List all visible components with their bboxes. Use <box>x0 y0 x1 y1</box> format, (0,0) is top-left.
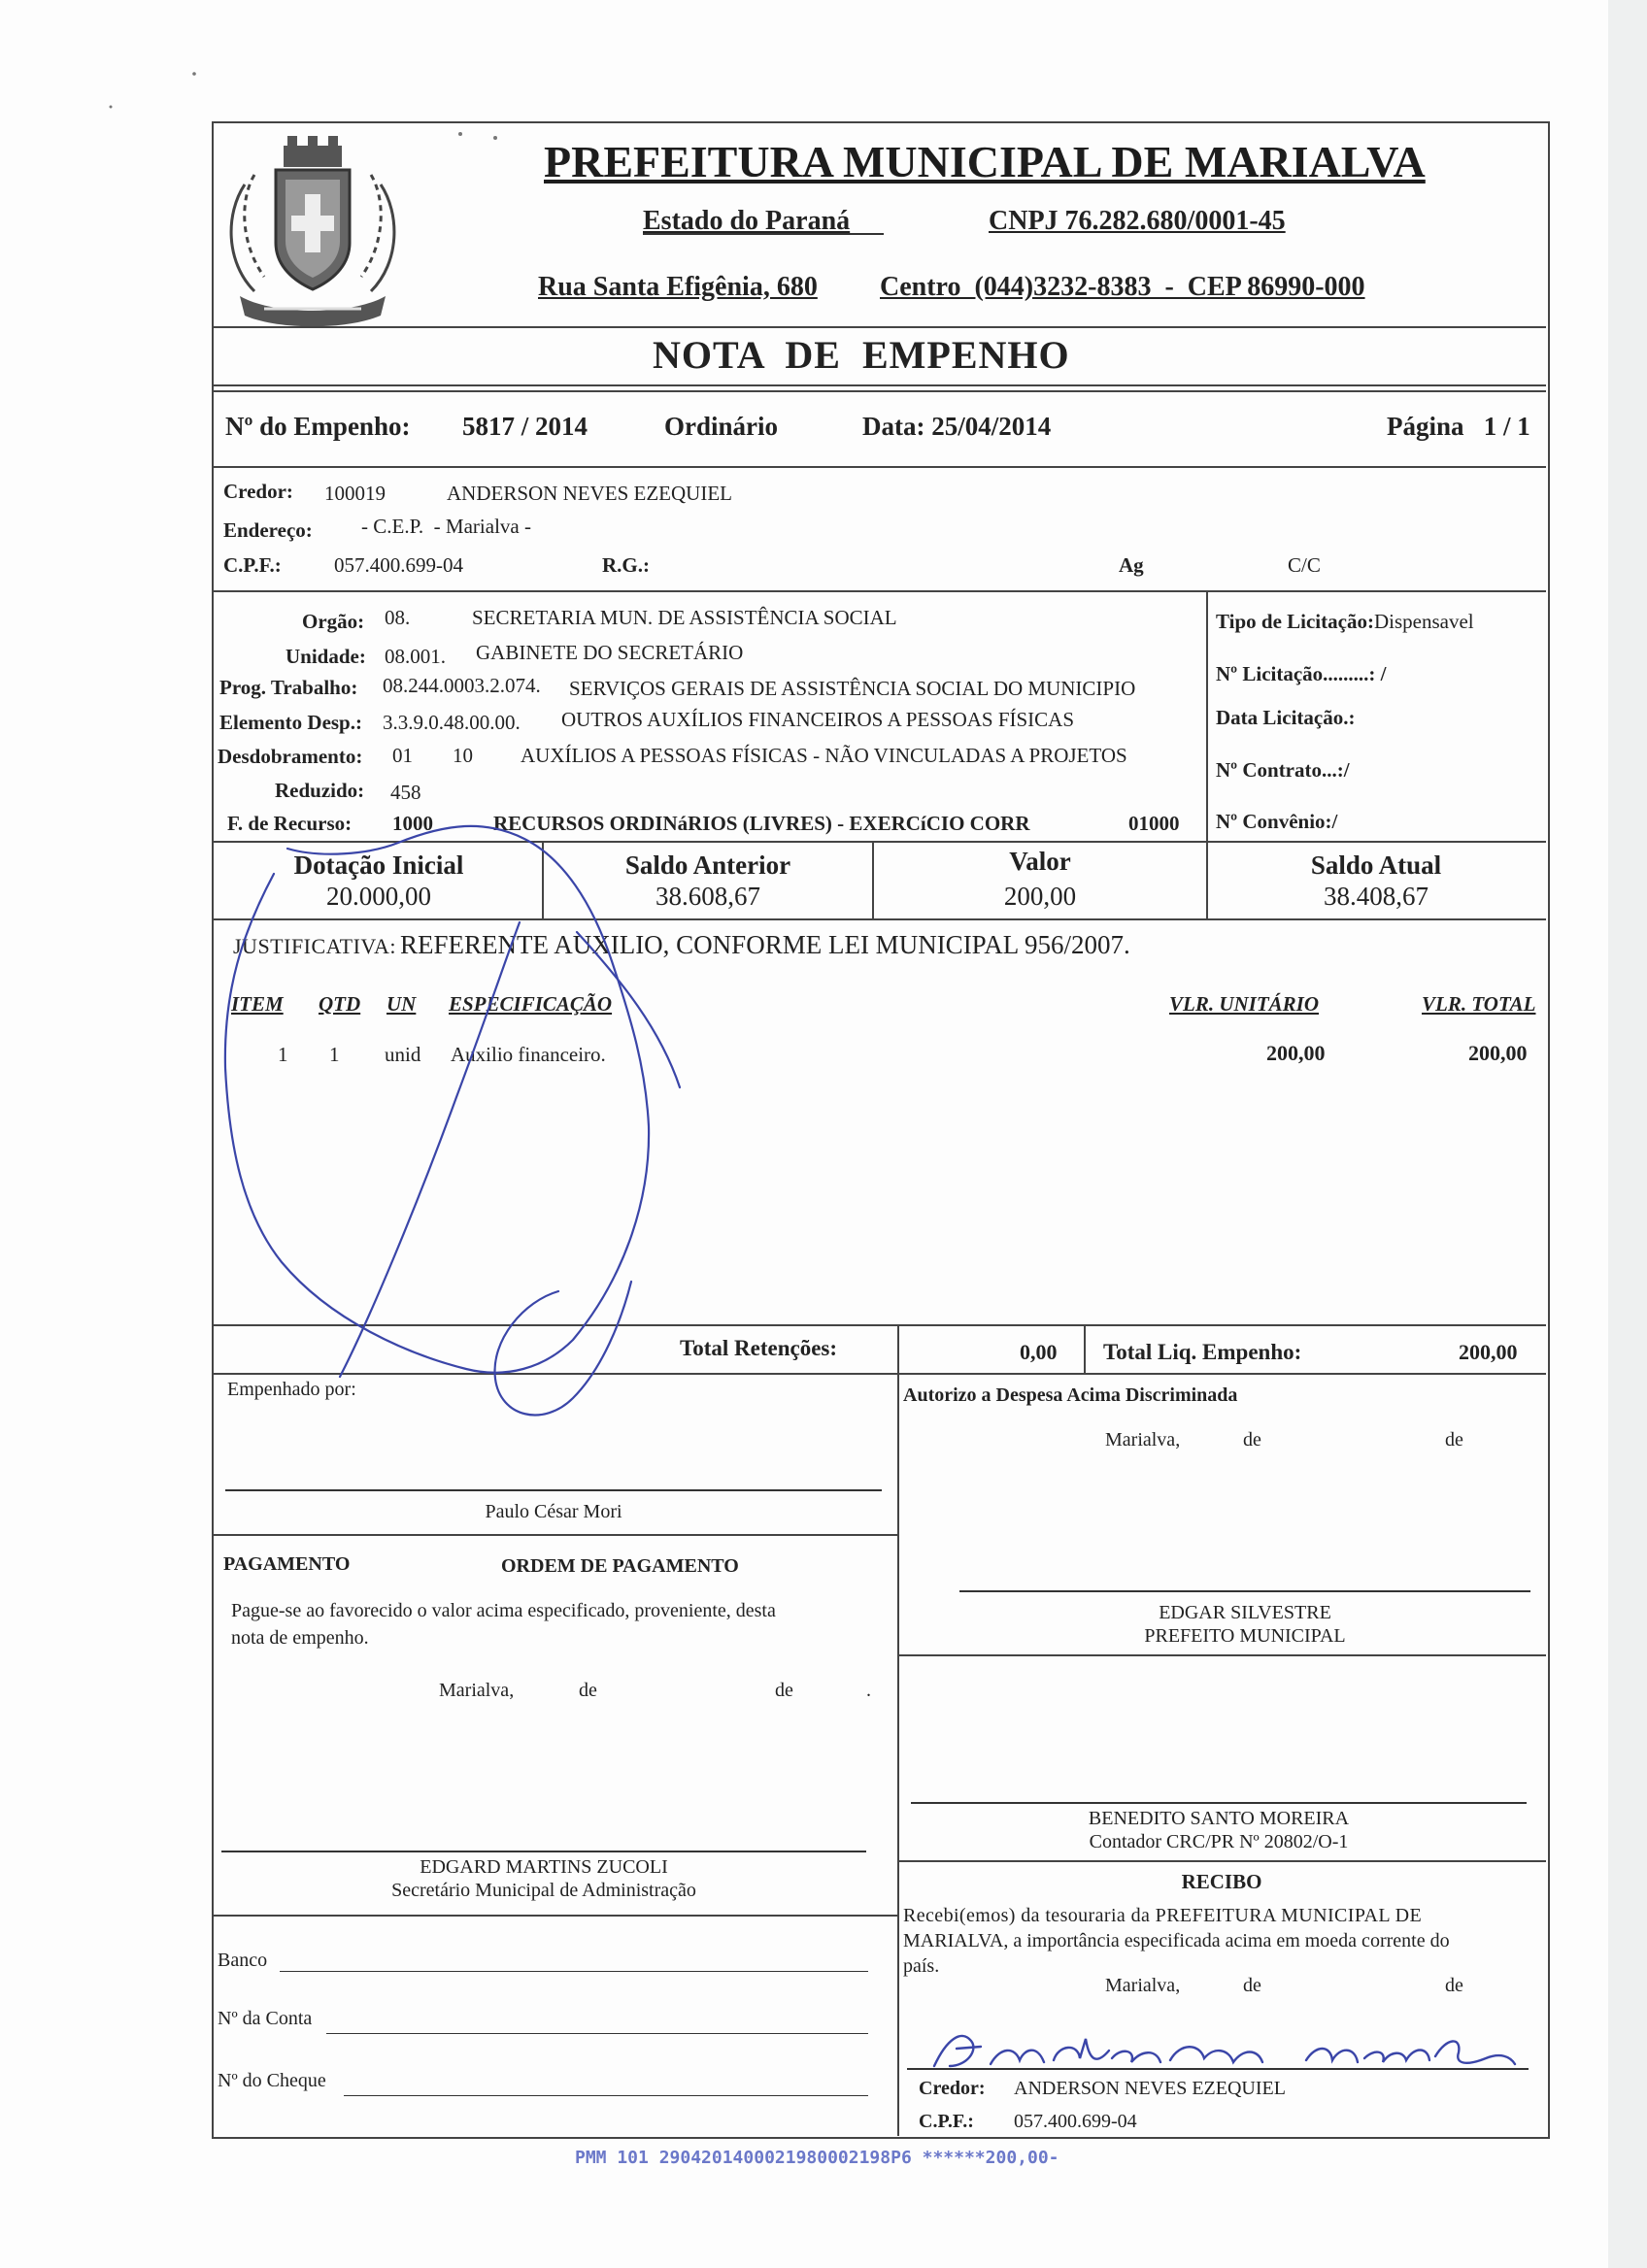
autorizo-label: Autorizo a Despesa Acima Discriminada <box>903 1384 1238 1406</box>
pen-stroke-check <box>225 826 649 1373</box>
col-header-un: UN <box>387 992 417 1016</box>
col-header-item: ITEM <box>231 992 284 1016</box>
dotacao-inicial-value: 20.000,00 <box>326 882 431 911</box>
empenho-label: Nº do Empenho: <box>225 412 411 441</box>
cheque-label: Nº do Cheque <box>218 2070 326 2091</box>
pagamento-de1: de <box>579 1680 597 1701</box>
prefeito-name: EDGAR SILVESTRE <box>1159 1602 1331 1623</box>
orgao-code: 08. <box>385 606 411 629</box>
recibo-cpf-value: 057.400.699-04 <box>1014 2111 1137 2132</box>
scan-specks <box>110 72 498 140</box>
prefeito-role: PREFEITO MUNICIPAL <box>1144 1625 1346 1647</box>
secretario-name: EDGARD MARTINS ZUCOLI <box>420 1856 668 1878</box>
cpf-value: 057.400.699-04 <box>334 553 463 577</box>
dotacao-inicial-label: Dotação Inicial <box>293 850 464 880</box>
col-header-qtd: QTD <box>319 992 361 1016</box>
cpf-label: C.P.F.: <box>223 553 282 577</box>
pen-stroke-diagonal <box>340 922 520 1377</box>
pen-stroke-tail <box>577 932 680 1087</box>
autorizo-de1: de <box>1243 1429 1261 1451</box>
contador-name: BENEDITO SANTO MOREIRA <box>1088 1808 1350 1829</box>
item-qtd: 1 <box>329 1043 340 1066</box>
credor-code: 100019 <box>324 482 386 505</box>
retencoes-label: Total Retenções: <box>680 1336 838 1360</box>
authentication-code: PMM 101 2904201400021980002198P6 ******200,00- <box>575 2148 1059 2168</box>
page-number: Página 1 / 1 <box>1387 412 1530 441</box>
prog-label: Prog. Trabalho: <box>219 676 358 699</box>
justificativa-label: JUSTIFICATIVA: <box>233 934 396 958</box>
credor-name: ANDERSON NEVES EZEQUIEL <box>447 482 732 505</box>
contador-role: Contador CRC/PR Nº 20802/O-1 <box>1089 1831 1349 1852</box>
saldo-atual-value: 38.408,67 <box>1324 882 1429 911</box>
recibo-text-3: país. <box>903 1955 940 1977</box>
recibo-de2: de <box>1445 1975 1463 1996</box>
empenho-number: 5817 / 2014 <box>462 412 588 441</box>
item-unit-price: 200,00 <box>1266 1041 1326 1065</box>
elemento-desc: OUTROS AUXÍLIOS FINANCEIROS A PESSOAS FÍSICAS <box>561 708 1075 731</box>
header-cnpj: CNPJ 76.282.680/0001-45 <box>989 206 1286 236</box>
empenhado-name: Paulo César Mori <box>485 1501 622 1522</box>
recibo-signature <box>934 2036 1515 2066</box>
saldo-anterior-value: 38.608,67 <box>655 882 760 911</box>
recurso-desc: RECURSOS ORDINáRIOS (LIVRES) - EXERCíCIO CORR <box>493 812 1030 835</box>
orgao-desc: SECRETARIA MUN. DE ASSISTÊNCIA SOCIAL <box>472 606 897 629</box>
secretario-role: Secretário Municipal de Administração <box>391 1880 696 1901</box>
recibo-text-2: MARIALVA, a importância especificada acima em moeda corrente do <box>903 1930 1450 1951</box>
recibo-credor-label: Credor: <box>919 2078 986 2099</box>
recibo-label: RECIBO <box>1181 1870 1262 1893</box>
elemento-code: 3.3.9.0.48.00.00. <box>383 711 521 734</box>
recibo-place: Marialva, <box>1105 1975 1181 1996</box>
prog-desc: SERVIÇOS GERAIS DE ASSISTÊNCIA SOCIAL DO MUNICIPIO <box>569 677 1136 700</box>
reduzido-value: 458 <box>390 781 421 804</box>
cc-label: C/C <box>1288 553 1321 577</box>
header-address: Rua Santa Efigênia, 680 <box>538 272 818 302</box>
ag-label: Ag <box>1119 553 1144 577</box>
col-header-unit: VLR. UNITÁRIO <box>1169 992 1320 1016</box>
pagamento-place: Marialva, <box>439 1680 515 1701</box>
unidade-code: 08.001. <box>385 645 446 668</box>
address-value: - C.E.P. - Marialva - <box>361 515 531 538</box>
autorizo-de2: de <box>1445 1429 1463 1451</box>
licitacao-date: Data Licitação.: <box>1216 706 1356 729</box>
convenio-number: Nº Convênio:/ <box>1216 810 1338 833</box>
doc-title: NOTA DE EMPENHO <box>653 333 1070 377</box>
pagamento-label: PAGAMENTO <box>223 1553 351 1575</box>
recibo-credor-name: ANDERSON NEVES EZEQUIEL <box>1014 2078 1286 2099</box>
desdobramento-label: Desdobramento: <box>218 745 363 768</box>
recurso-code: 1000 <box>392 812 433 835</box>
rg-label: R.G.: <box>602 553 650 577</box>
licitacao-type-value: Dispensavel <box>1373 610 1474 633</box>
pagamento-text-1: Pague-se ao favorecido o valor acima especificado, proveniente, desta <box>231 1600 776 1621</box>
credor-label: Credor: <box>223 480 293 503</box>
valor-value: 200,00 <box>1003 882 1077 911</box>
autorizo-place: Marialva, <box>1105 1429 1181 1451</box>
banco-label: Banco <box>218 1950 268 1971</box>
recurso-number: 01000 <box>1128 812 1180 835</box>
col-header-total: VLR. TOTAL <box>1422 992 1536 1016</box>
valor-label: Valor <box>1009 847 1071 876</box>
header-contact: Centro (044)3232-8383 - CEP 86990-000 <box>880 272 1365 302</box>
item-un: unid <box>385 1043 421 1066</box>
desdobramento-code: 01 <box>392 744 413 767</box>
recurso-label: F. de Recurso: <box>227 812 353 835</box>
header-title: PREFEITURA MUNICIPAL DE MARIALVA <box>544 137 1426 186</box>
pagamento-de2: de <box>775 1680 793 1701</box>
contrato-number: Nº Contrato...:/ <box>1216 758 1350 782</box>
item-total: 200,00 <box>1468 1041 1528 1065</box>
conta-label: Nº da Conta <box>218 2008 313 2029</box>
licitacao-type-label: Tipo de Licitação: <box>1216 610 1374 633</box>
unidade-label: Unidade: <box>286 645 366 668</box>
reduzido-label: Reduzido: <box>275 779 365 802</box>
empenho-type: Ordinário <box>664 412 779 441</box>
orgao-label: Orgão: <box>302 610 365 633</box>
prog-code: 08.244.0003.2.074. <box>383 674 541 697</box>
desdobramento-desc: AUXÍLIOS A PESSOAS FÍSICAS - NÃO VINCULADAS A PROJETOS <box>521 744 1127 767</box>
item-desc: Auxilio financeiro. <box>451 1043 606 1066</box>
retencoes-value: 0,00 <box>1020 1340 1058 1364</box>
empenhado-label: Empenhado por: <box>227 1379 356 1400</box>
pagamento-dot: . <box>866 1680 871 1701</box>
elemento-label: Elemento Desp.: <box>219 711 362 734</box>
licitacao-number: Nº Licitação.........: / <box>1216 662 1387 685</box>
item-number: 1 <box>278 1043 288 1066</box>
recibo-cpf-label: C.P.F.: <box>919 2111 974 2132</box>
header-state: Estado do Paraná <box>643 206 851 236</box>
unidade-desc: GABINETE DO SECRETÁRIO <box>476 641 744 664</box>
recibo-text-1: Recebi(emos) da tesouraria da PREFEITURA MUNICIPAL DE <box>903 1905 1423 1926</box>
desdobramento-sub: 10 <box>453 744 473 767</box>
justificativa-text: REFERENTE AUXILIO, CONFORME LEI MUNICIPAL 956/2007. <box>399 930 1130 959</box>
saldo-anterior-label: Saldo Anterior <box>624 850 791 880</box>
total-liq-value: 200,00 <box>1459 1340 1518 1364</box>
empenho-date: Data: 25/04/2014 <box>862 412 1052 441</box>
ordem-pagamento-label: ORDEM DE PAGAMENTO <box>501 1555 739 1577</box>
col-header-spec: ESPECIFICAÇÃO <box>449 992 613 1016</box>
total-liq-label: Total Liq. Empenho: <box>1103 1340 1302 1364</box>
pagamento-text-2: nota de empenho. <box>231 1627 369 1649</box>
address-label: Endereço: <box>223 518 313 542</box>
saldo-atual-label: Saldo Atual <box>1310 850 1442 880</box>
recibo-de1: de <box>1243 1975 1261 1996</box>
